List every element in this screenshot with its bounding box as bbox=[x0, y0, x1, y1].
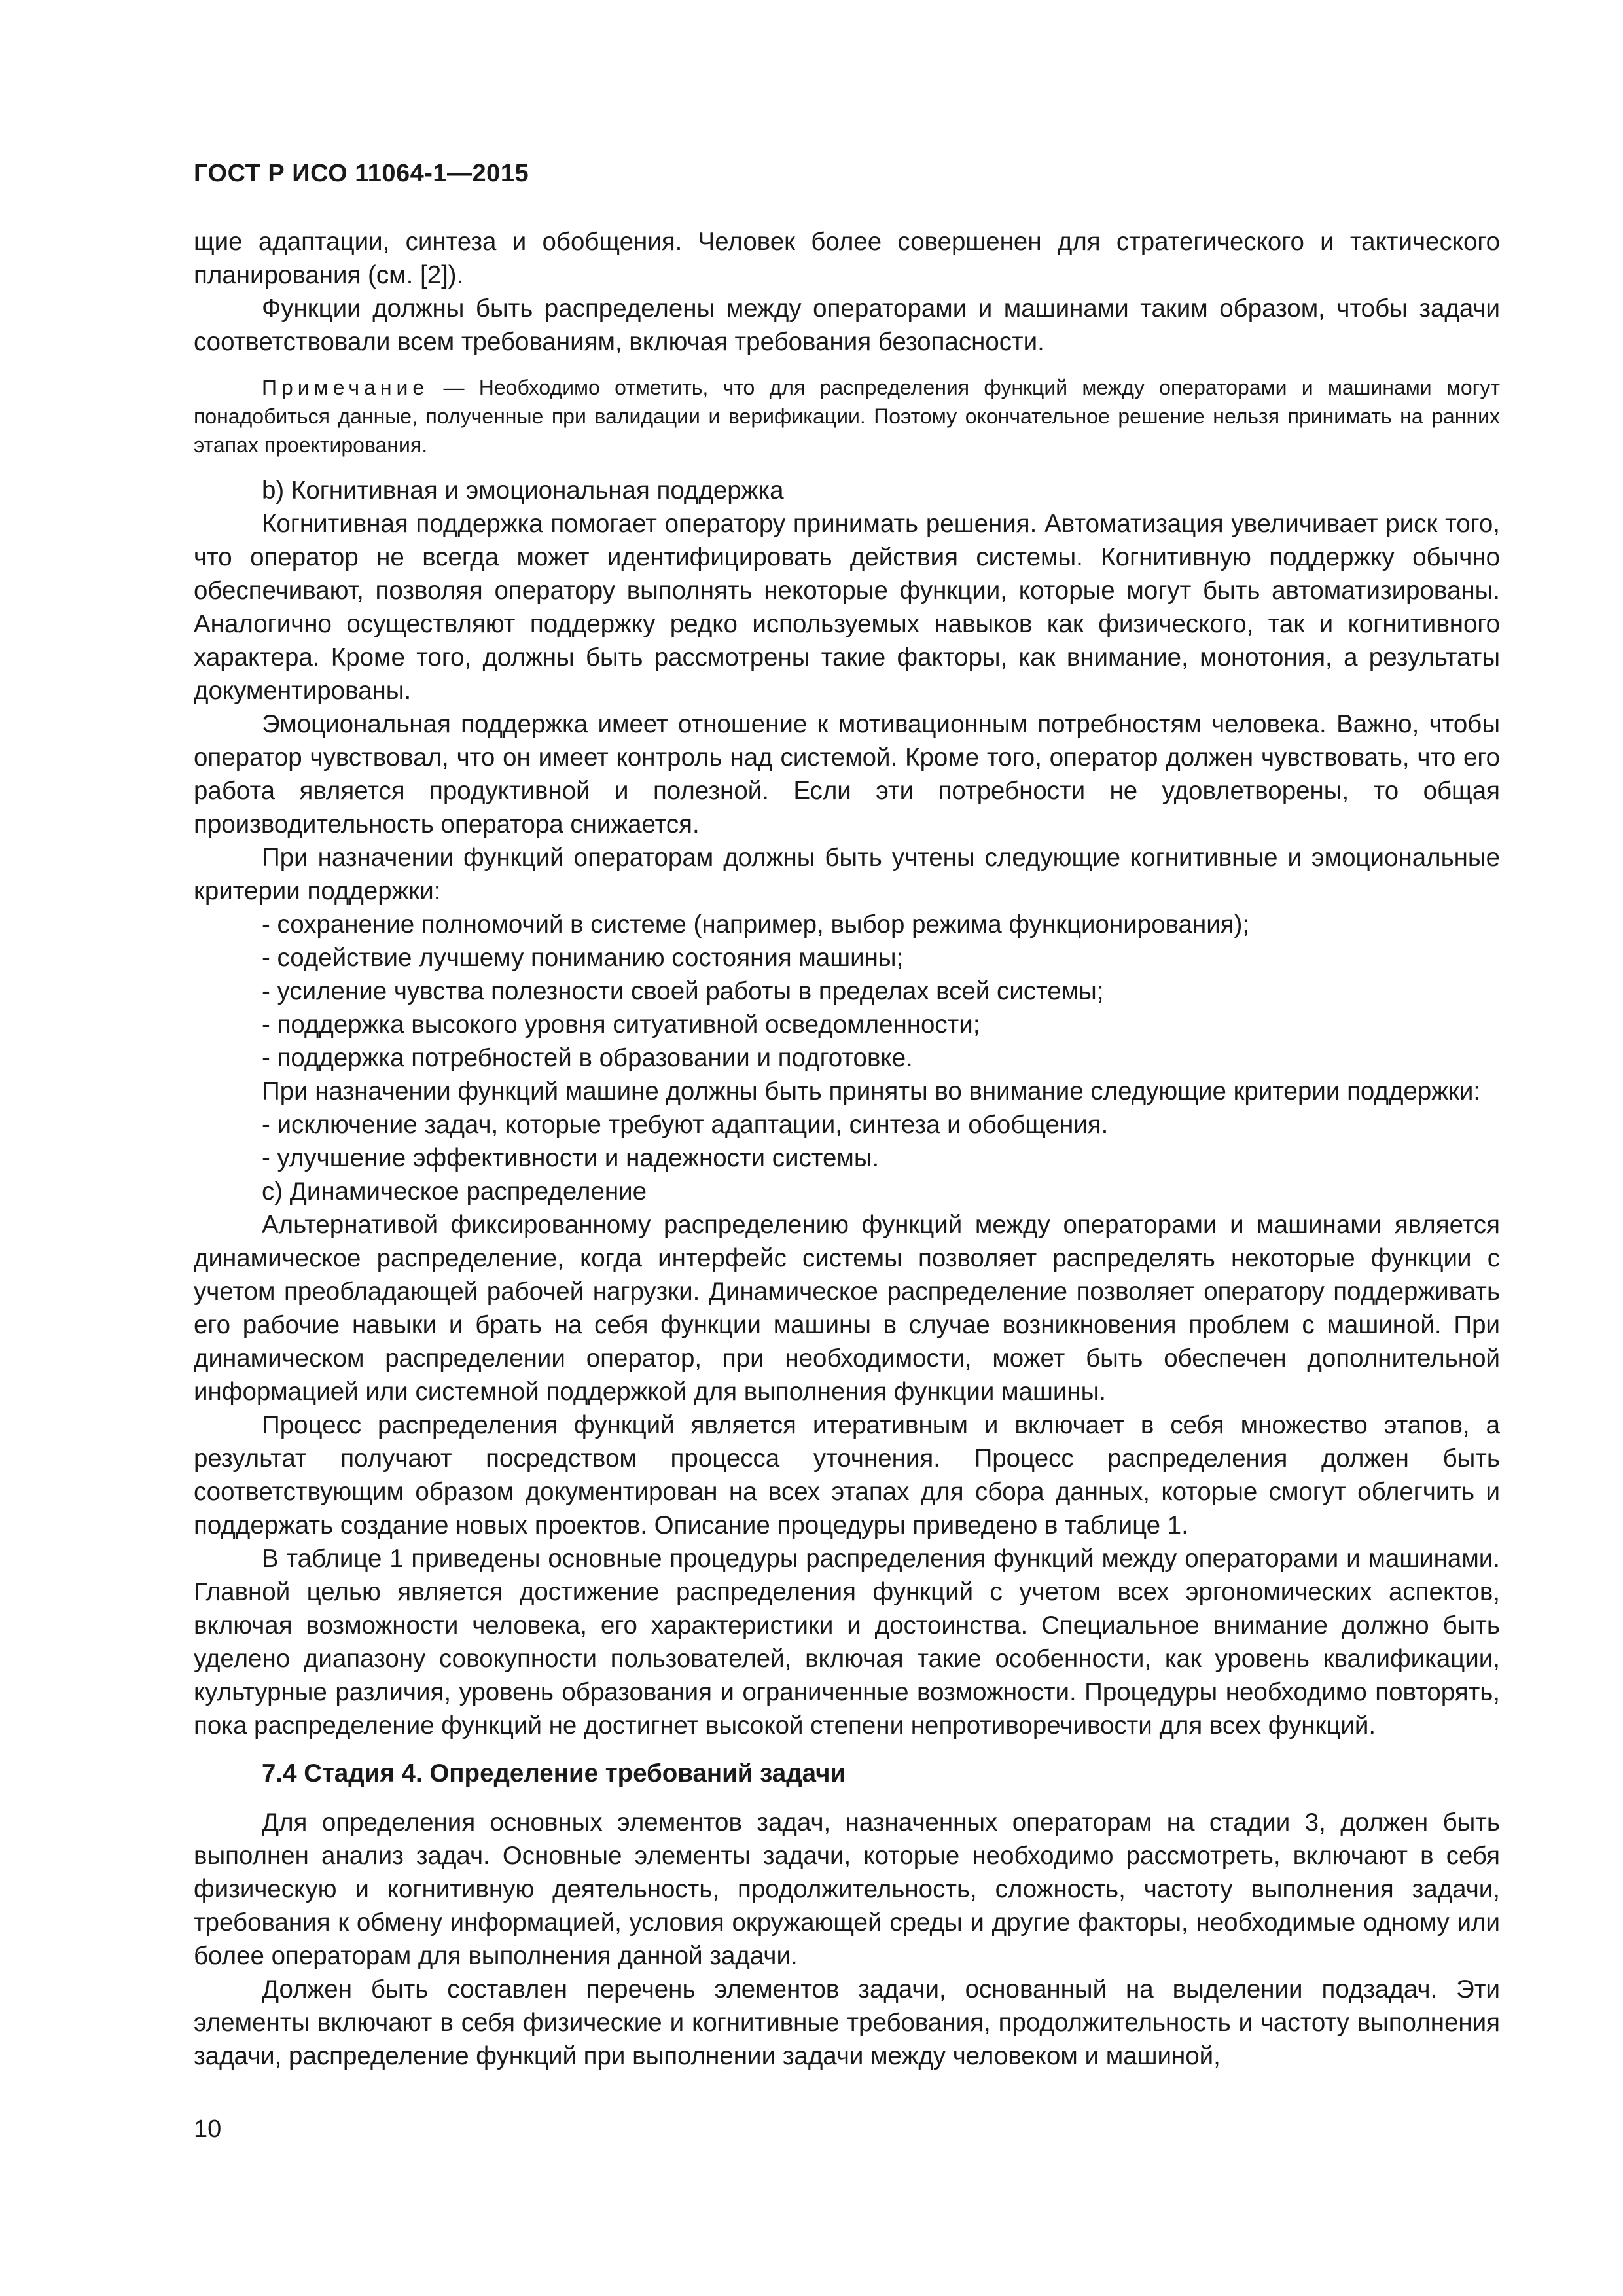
paragraph: При назначении функций машине должны быть приняты во внимание следующие критерии поддержки: bbox=[262, 1077, 1481, 1105]
list-item: - улучшение эффективности и надежности системы. bbox=[262, 1144, 880, 1172]
paragraph: Процесс распределения функций является итеративным и включает в себя множество этапов, а результат получают посредством процесса уточнения. Процесс распределения должен быть соответствующим образом документирован на всех этапах для сбора данных, которые смогут облегчить и поддержать создание новых проектов. Описание процедуры приведено в таблице 1. bbox=[194, 1411, 1500, 1539]
list-item-b: b) Когнитивная и эмоциональная поддержка bbox=[262, 476, 784, 505]
paragraph: Эмоциональная поддержка имеет отношение к мотивационным потребностям человека. Важно, чтобы оператор чувствовал, что он имеет контроль над системой. Кроме того, оператор должен чувствовать, что его работа является продуктивной и полезной. Если эти потребности не удовлетворены, то общая производительность оператора снижается. bbox=[194, 710, 1500, 838]
paragraph: Для определения основных элементов задач, назначенных операторам на стадии 3, должен быть выполнен анализ задач. Основные элементы задачи, которые необходимо рассмотреть, включают в себя физическую и когнитивную деятельность, продолжительность, сложность, частоту выполнения задачи, требования к обмену информацией, условия окружающей среды и другие факторы, необходимые одному или более операторам для выполнения данной задачи. bbox=[194, 1808, 1500, 1970]
list-item: - поддержка потребностей в образовании и подготовке. bbox=[262, 1044, 913, 1072]
section-title: 7.4 Стадия 4. Определение требований задачи bbox=[262, 1759, 846, 1787]
note-text: — Необходимо отметить, что для распределения функций между операторами и машинами могут понадобиться данные, полученные при валидации и верификации. Поэтому окончательное решение нельзя принимать на ранних этапах проектирования. bbox=[194, 376, 1501, 457]
paragraph: В таблице 1 приведены основные процедуры распределения функций между операторами и машинами. Главной целью является достижение распределения функций с учетом всех эргономических аспектов, включая возможности человека, его характеристики и достоинства. Специальное внимание должно быть уделено диапазону совокупности пользователей, включая такие особенности, как уровень квалификации, культурные различия, уровень образования и ограниченные возможности. Процедуры необходимо повторять, пока распределение функций не достигнет высокой степени непротиворечивости для всех функций. bbox=[194, 1545, 1500, 1740]
list-item: - поддержка высокого уровня ситуативной осведомленности; bbox=[262, 1011, 980, 1039]
paragraph: Должен быть составлен перечень элементов задачи, основанный на выделении подзадач. Эти элементы включают в себя физические и когнитивные требования, продолжительность и частоту выполнения задачи, распределение функций при выполнении задачи между человеком и машиной, bbox=[194, 1975, 1500, 2070]
list-item-c: c) Динамическое распределение bbox=[262, 1177, 647, 1206]
paragraph: Функции должны быть распределены между операторами и машинами таким образом, чтобы задачи соответствовали всем требованиям, включая требования безопасности. bbox=[194, 295, 1500, 356]
list-item: - сохранение полномочий в системе (например, выбор режима функционирования); bbox=[262, 910, 1250, 939]
paragraph: Когнитивная поддержка помогает оператору принимать решения. Автоматизация увеличивает риск того, что оператор не всегда может идентифицировать действия системы. Когнитивную поддержку обычно обеспечивают, позволяя оператору выполнять некоторые функции, которые могут быть автоматизированы. Аналогично осуществляют поддержку редко используемых навыков как физического, так и когнитивного характера. Кроме того, должны быть рассмотрены такие факторы, как внимание, монотония, а результаты документированы. bbox=[194, 510, 1500, 705]
paragraph: щие адаптации, синтеза и обобщения. Человек более совершенен для стратегического и тактического планирования (см. [2]). bbox=[194, 228, 1500, 289]
document-header: ГОСТ Р ИСО 11064-1—2015 bbox=[194, 160, 529, 187]
note-label: Примечание bbox=[262, 376, 429, 399]
page-number: 10 bbox=[194, 2115, 222, 2143]
note bbox=[194, 373, 1500, 459]
list-item: - содействие лучшему пониманию состояния машины; bbox=[262, 944, 904, 972]
paragraph: При назначении функций операторам должны быть учтены следующие когнитивные и эмоциональные критерии поддержки: bbox=[194, 844, 1500, 905]
page-body bbox=[194, 225, 1500, 2073]
list-item: - исключение задач, которые требуют адаптации, синтеза и обобщения. bbox=[262, 1111, 1109, 1139]
list-item: - усиление чувства полезности своей работы в пределах всей системы; bbox=[262, 977, 1104, 1005]
paragraph: Альтернативой фиксированному распределению функций между операторами и машинами является динамическое распределение, когда интерфейс системы позволяет распределять некоторые функции с учетом преобладающей рабочей нагрузки. Динамическое распределение позволяет оператору поддерживать его рабочие навыки и брать на себя функции машины в случае возникновения проблем с машиной. При динамическом распределении оператор, при необходимости, может быть обеспечен дополнительной информацией или системной поддержкой для выполнения функции машины. bbox=[194, 1211, 1500, 1406]
